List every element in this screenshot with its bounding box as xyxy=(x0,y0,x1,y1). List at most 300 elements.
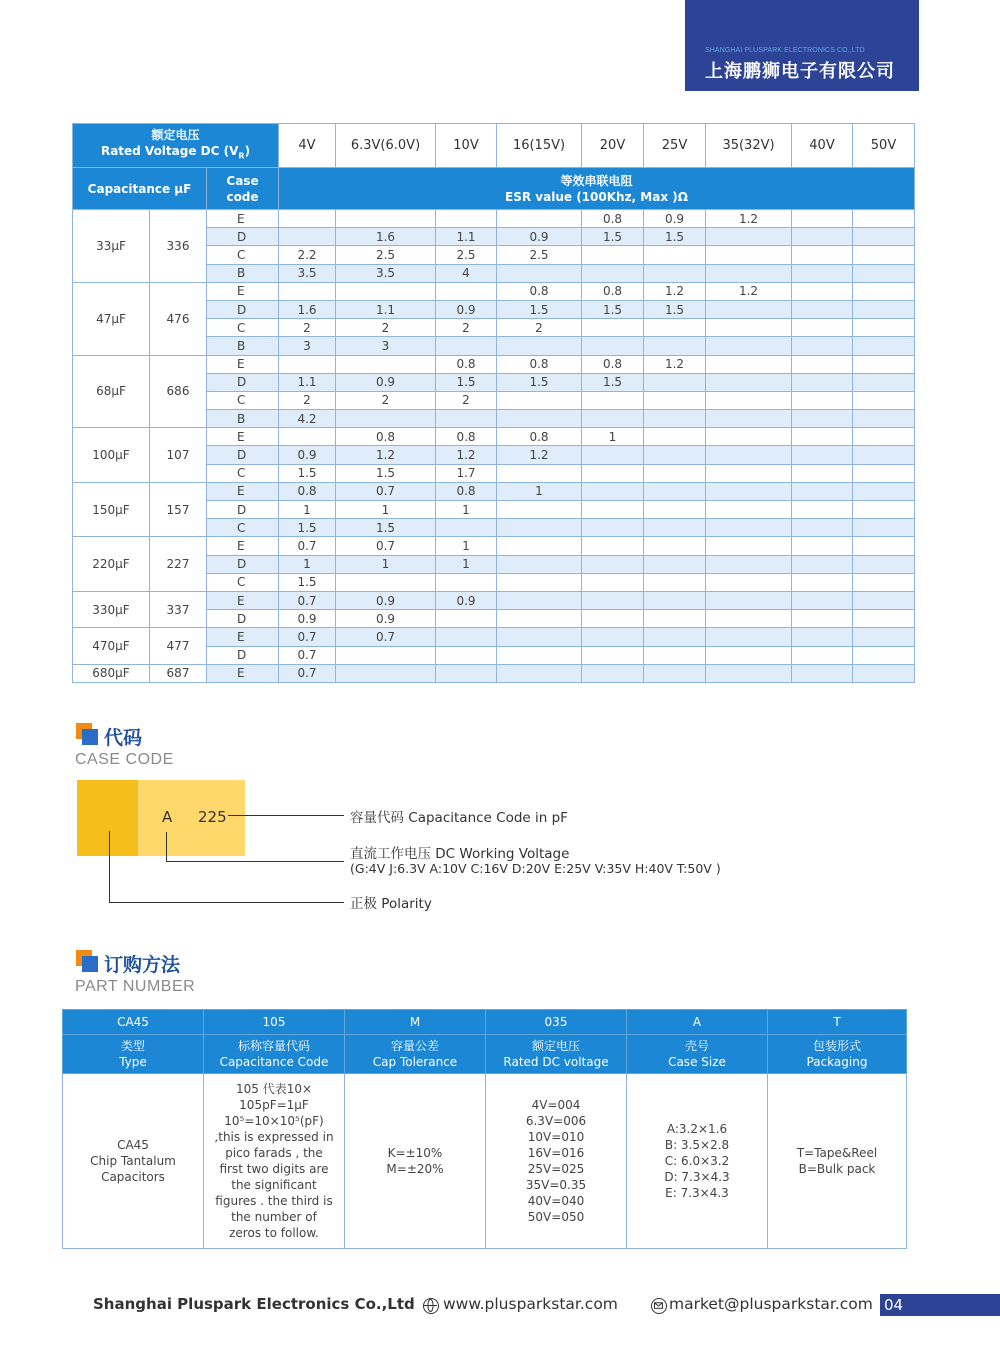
esr-value-cell xyxy=(706,646,792,664)
cell-line: figures . the third is xyxy=(215,1194,333,1208)
esr-value-cell xyxy=(706,464,792,482)
esr-value-cell: 0.8 xyxy=(497,428,582,446)
capacitance-cell: 33μF xyxy=(73,210,150,283)
esr-value-cell xyxy=(644,628,706,646)
esr-value-cell: 0.9 xyxy=(644,210,706,228)
esr-value-cell xyxy=(497,501,582,519)
esr-value-cell xyxy=(792,373,853,391)
esr-value-cell: 2 xyxy=(436,319,497,337)
case-code-title-en: CASE CODE xyxy=(75,751,174,768)
esr-value-cell xyxy=(706,501,792,519)
cell-line: CA45 xyxy=(117,1138,149,1152)
esr-value-cell xyxy=(644,446,706,464)
esr-value-cell: 1 xyxy=(336,501,436,519)
cell-line: B=Bulk pack xyxy=(798,1162,876,1176)
leader-line xyxy=(109,902,344,903)
esr-value-cell xyxy=(582,519,644,537)
esr-value-cell: 1.2 xyxy=(644,355,706,373)
footer-company: Shanghai Pluspark Electronics Co.,Ltd xyxy=(93,1295,415,1313)
esr-value-cell xyxy=(792,300,853,318)
esr-value-cell xyxy=(792,464,853,482)
leader-line xyxy=(166,861,344,862)
voltage-header: 35(32V) xyxy=(706,124,792,168)
voltage-letter: A xyxy=(162,808,173,826)
esr-value-cell: 1.5 xyxy=(279,519,336,537)
esr-value-cell xyxy=(706,446,792,464)
esr-value-cell: 1.5 xyxy=(279,464,336,482)
esr-value-cell xyxy=(279,355,336,373)
page-number: 04 xyxy=(884,1296,904,1314)
esr-value-cell xyxy=(792,410,853,428)
esr-row xyxy=(73,482,915,500)
capacitance-cell: 100μF xyxy=(73,428,150,483)
esr-value-cell: 0.8 xyxy=(582,282,644,300)
esr-value-cell xyxy=(853,482,915,500)
esr-value-cell xyxy=(644,573,706,591)
esr-value-cell: 0.9 xyxy=(497,228,582,246)
code-cell: A xyxy=(627,1010,768,1035)
esr-value-cell xyxy=(853,446,915,464)
esr-value-cell: 0.7 xyxy=(279,628,336,646)
esr-value-cell: 1 xyxy=(436,555,497,573)
cap-code-cell: 477 xyxy=(150,628,207,664)
cap-code-cell: 336 xyxy=(150,210,207,283)
cell-line: pico farads , the xyxy=(225,1146,323,1160)
esr-value-cell xyxy=(706,373,792,391)
esr-value-cell xyxy=(792,628,853,646)
section-square-icon xyxy=(76,950,98,972)
esr-value-cell: 3.5 xyxy=(336,264,436,282)
esr-value-cell xyxy=(706,519,792,537)
case-size-cell xyxy=(627,1074,768,1249)
footer-website-link[interactable]: www.plusparkstar.com xyxy=(443,1295,618,1313)
esr-value-cell xyxy=(853,300,915,318)
esr-value-cell xyxy=(644,501,706,519)
esr-value-cell xyxy=(644,264,706,282)
esr-value-cell xyxy=(792,573,853,591)
esr-value-cell: 0.9 xyxy=(336,373,436,391)
esr-value-cell xyxy=(497,391,582,409)
cell-line: 105 代表10× xyxy=(235,1082,313,1096)
part-number-title-en: PART NUMBER xyxy=(75,978,196,995)
esr-value-cell: 0.9 xyxy=(336,591,436,609)
esr-value-cell: 1.2 xyxy=(706,210,792,228)
capacitance-cell: 330μF xyxy=(73,591,150,627)
code-block xyxy=(138,780,245,856)
packaging-cell xyxy=(768,1074,907,1249)
esr-value-cell xyxy=(497,664,582,682)
voltage-header: 25V xyxy=(644,124,706,168)
esr-value-cell xyxy=(497,464,582,482)
esr-value-cell xyxy=(644,610,706,628)
esr-value-cell: 1.5 xyxy=(336,519,436,537)
cell-line: the significant xyxy=(231,1178,317,1192)
cell-line: the number of xyxy=(231,1210,317,1224)
company-name-cn: 上海鹏狮电子有限公司 xyxy=(705,61,895,82)
esr-value-cell xyxy=(706,555,792,573)
esr-value-cell xyxy=(853,337,915,355)
esr-value-cell xyxy=(644,555,706,573)
esr-value-cell xyxy=(336,210,436,228)
cell-line: 40V=040 xyxy=(527,1194,585,1208)
esr-value-cell: 0.8 xyxy=(436,355,497,373)
esr-value-cell xyxy=(792,591,853,609)
esr-value-cell xyxy=(436,646,497,664)
esr-value-cell xyxy=(706,610,792,628)
esr-value-cell xyxy=(497,555,582,573)
esr-value-cell: 1.2 xyxy=(706,282,792,300)
header-cell: 类型 Type xyxy=(63,1035,204,1074)
capacitance-cell: 470μF xyxy=(73,628,150,664)
esr-value-cell: 1.1 xyxy=(279,373,336,391)
esr-value-cell xyxy=(853,591,915,609)
voltage-header: 6.3V(6.0V) xyxy=(336,124,436,168)
case-cell: E xyxy=(207,591,279,609)
esr-value-cell: 1 xyxy=(336,555,436,573)
esr-value-cell xyxy=(706,428,792,446)
esr-value-cell xyxy=(497,410,582,428)
esr-value-cell xyxy=(644,246,706,264)
case-cell: C xyxy=(207,391,279,409)
leader-line xyxy=(109,831,110,903)
esr-value-cell: 1.5 xyxy=(497,300,582,318)
voltage-label: 直流工作电压 DC Working Voltage xyxy=(350,846,570,862)
esr-value-cell xyxy=(853,391,915,409)
cell-line: 6.3V=006 xyxy=(525,1114,587,1128)
case-cell: B xyxy=(207,410,279,428)
esr-value-cell: 0.7 xyxy=(336,537,436,555)
esr-value-cell xyxy=(644,391,706,409)
voltage-header: 10V xyxy=(436,124,497,168)
rated-voltage-en: Rated Voltage DC $(V_R)$ xyxy=(100,143,251,161)
esr-value-cell xyxy=(582,410,644,428)
cap-code-cell: 476 xyxy=(150,282,207,355)
esr-value-cell xyxy=(792,664,853,682)
esr-value-cell xyxy=(792,537,853,555)
header-cell: 标称容量代码 Capacitance Code xyxy=(204,1035,345,1074)
esr-value-cell xyxy=(792,337,853,355)
esr-row xyxy=(73,628,915,646)
case-cell: E xyxy=(207,482,279,500)
esr-value-cell xyxy=(706,391,792,409)
esr-value-cell: 1.5 xyxy=(582,300,644,318)
esr-value-cell: 1.5 xyxy=(582,373,644,391)
esr-value-cell: 1 xyxy=(279,501,336,519)
cell-line: 4V=004 xyxy=(531,1098,581,1112)
esr-value-cell xyxy=(644,464,706,482)
cell-line: K=±10% xyxy=(387,1146,443,1160)
rated-voltage-header xyxy=(73,124,279,168)
esr-value-cell: 0.9 xyxy=(436,300,497,318)
header-cell: 壳号 Case Size xyxy=(627,1035,768,1074)
esr-value-cell xyxy=(582,591,644,609)
case-cell: E xyxy=(207,210,279,228)
capacitance-number: 225 xyxy=(198,808,227,826)
esr-value-cell xyxy=(706,319,792,337)
cell-line: T=Tape&Reel xyxy=(796,1146,878,1160)
esr-value-cell: 0.8 xyxy=(497,355,582,373)
esr-value-cell: 4 xyxy=(436,264,497,282)
esr-value-cell: 0.8 xyxy=(582,355,644,373)
esr-row xyxy=(73,537,915,555)
esr-value-cell xyxy=(853,464,915,482)
cap-code-cell: 687 xyxy=(150,664,207,682)
esr-value-cell xyxy=(792,555,853,573)
esr-value-cell xyxy=(279,428,336,446)
esr-row xyxy=(73,591,915,609)
esr-value-cell xyxy=(336,282,436,300)
esr-value-cell xyxy=(853,282,915,300)
esr-value-cell xyxy=(336,646,436,664)
esr-table xyxy=(72,123,915,683)
esr-header: 等效串联电阻 ESR value (100Khz, Max )Ω xyxy=(279,168,915,210)
esr-value-cell: 1.5 xyxy=(644,300,706,318)
esr-value-cell: 1.5 xyxy=(279,573,336,591)
case-cell: C xyxy=(207,319,279,337)
case-cell: D xyxy=(207,446,279,464)
footer-email-link[interactable]: market@plusparkstar.com xyxy=(669,1295,873,1313)
esr-value-cell xyxy=(436,282,497,300)
esr-value-cell xyxy=(497,264,582,282)
capacitance-cell: 680μF xyxy=(73,664,150,682)
cell-line: Capacitors xyxy=(101,1170,165,1184)
cap-code-cell: 227 xyxy=(150,537,207,592)
esr-value-cell xyxy=(706,537,792,555)
header-cell: 容量公差 Cap Tolerance xyxy=(345,1035,486,1074)
esr-value-cell xyxy=(497,337,582,355)
esr-value-cell: 2 xyxy=(279,391,336,409)
esr-value-cell xyxy=(853,210,915,228)
esr-value-cell xyxy=(497,210,582,228)
case-cell: D xyxy=(207,610,279,628)
cell-line: 50V=050 xyxy=(527,1210,585,1224)
voltage-header: 40V xyxy=(792,124,853,168)
cell-line: ,this is expressed in xyxy=(214,1130,334,1144)
case-cell: E xyxy=(207,428,279,446)
esr-value-cell: 0.9 xyxy=(436,591,497,609)
esr-value-cell xyxy=(582,264,644,282)
esr-value-cell xyxy=(644,373,706,391)
esr-value-cell xyxy=(706,337,792,355)
esr-value-cell xyxy=(706,628,792,646)
esr-value-cell: 0.9 xyxy=(336,610,436,628)
esr-value-cell xyxy=(792,646,853,664)
case-cell: E xyxy=(207,282,279,300)
case-cell: B xyxy=(207,337,279,355)
esr-value-cell: 4.2 xyxy=(279,410,336,428)
part-number-title-cn: 订购方法 xyxy=(104,954,181,976)
esr-value-cell xyxy=(853,664,915,682)
esr-value-cell xyxy=(336,664,436,682)
esr-value-cell xyxy=(792,210,853,228)
esr-value-cell: 2 xyxy=(436,391,497,409)
esr-value-cell xyxy=(644,537,706,555)
esr-value-cell xyxy=(853,555,915,573)
esr-value-cell xyxy=(792,519,853,537)
leader-line xyxy=(228,815,344,816)
esr-value-cell: 1.5 xyxy=(436,373,497,391)
case-cell: B xyxy=(207,264,279,282)
esr-value-cell xyxy=(497,628,582,646)
cell-line: C: 6.0×3.2 xyxy=(664,1154,730,1168)
cell-line: 105pF=1μF xyxy=(239,1098,309,1112)
esr-value-cell xyxy=(644,410,706,428)
esr-value-cell: 1.1 xyxy=(436,228,497,246)
esr-value-cell: 2.5 xyxy=(436,246,497,264)
esr-value-cell: 1 xyxy=(497,482,582,500)
esr-value-cell xyxy=(853,628,915,646)
esr-value-cell: 1.5 xyxy=(497,373,582,391)
esr-value-cell xyxy=(436,573,497,591)
cell-line: 10V=010 xyxy=(527,1130,585,1144)
esr-value-cell xyxy=(853,246,915,264)
esr-value-cell xyxy=(582,573,644,591)
capacitance-code-cell xyxy=(204,1074,345,1249)
voltage-header: 50V xyxy=(853,124,915,168)
esr-value-cell: 3.5 xyxy=(279,264,336,282)
esr-value-cell xyxy=(792,391,853,409)
capacitance-cell: 220μF xyxy=(73,537,150,592)
esr-value-cell xyxy=(582,646,644,664)
esr-value-cell xyxy=(853,519,915,537)
code-cell: CA45 xyxy=(63,1010,204,1035)
esr-value-cell xyxy=(792,501,853,519)
esr-value-cell xyxy=(436,337,497,355)
esr-value-cell xyxy=(792,428,853,446)
esr-value-cell: 1.1 xyxy=(336,300,436,318)
esr-value-cell xyxy=(582,391,644,409)
case-cell: D xyxy=(207,373,279,391)
esr-value-cell: 2 xyxy=(497,319,582,337)
esr-row xyxy=(73,282,915,300)
esr-value-cell: 1.5 xyxy=(644,228,706,246)
esr-value-cell xyxy=(706,355,792,373)
cap-code-cell: 686 xyxy=(150,355,207,428)
esr-value-cell xyxy=(582,482,644,500)
esr-value-cell xyxy=(792,228,853,246)
type-cell xyxy=(63,1074,204,1249)
esr-value-cell xyxy=(644,664,706,682)
code-cell: M xyxy=(345,1010,486,1035)
esr-value-cell xyxy=(436,210,497,228)
esr-value-cell xyxy=(706,573,792,591)
voltage-header: 20V xyxy=(582,124,644,168)
esr-value-cell: 1.6 xyxy=(336,228,436,246)
esr-row xyxy=(73,210,915,228)
esr-value-cell: 1 xyxy=(436,501,497,519)
cap-code-cell: 157 xyxy=(150,482,207,537)
esr-value-cell xyxy=(644,519,706,537)
case-cell: E xyxy=(207,664,279,682)
case-code-header: Case code xyxy=(207,168,279,210)
cap-code-cell: 337 xyxy=(150,591,207,627)
esr-value-cell xyxy=(792,610,853,628)
part-number-table xyxy=(62,1009,907,1249)
esr-value-cell xyxy=(279,282,336,300)
cell-line: 25V=025 xyxy=(527,1162,585,1176)
esr-value-cell xyxy=(582,537,644,555)
esr-value-cell xyxy=(706,664,792,682)
voltage-detail-label: (G:4V J:6.3V A:10V C:16V D:20V E:25V V:35V H:40V T:50V ) xyxy=(350,861,721,876)
esr-value-cell: 0.8 xyxy=(436,482,497,500)
esr-row xyxy=(73,428,915,446)
capacitance-cell: 47μF xyxy=(73,282,150,355)
esr-value-cell xyxy=(853,319,915,337)
esr-value-cell: 0.8 xyxy=(279,482,336,500)
esr-value-cell: 3 xyxy=(336,337,436,355)
esr-value-cell: 1 xyxy=(436,537,497,555)
esr-value-cell: 1.2 xyxy=(436,446,497,464)
esr-value-cell xyxy=(436,410,497,428)
esr-value-cell xyxy=(706,246,792,264)
case-cell: E xyxy=(207,537,279,555)
esr-value-cell xyxy=(644,337,706,355)
rated-voltage-cn: 额定电压 xyxy=(151,127,200,142)
esr-value-cell: 3 xyxy=(279,337,336,355)
esr-value-cell xyxy=(853,537,915,555)
polarity-block xyxy=(77,780,138,856)
esr-value-cell xyxy=(336,573,436,591)
esr-row xyxy=(73,664,915,682)
esr-value-cell xyxy=(706,482,792,500)
esr-value-cell xyxy=(792,482,853,500)
esr-value-cell xyxy=(497,573,582,591)
esr-value-cell: 1.7 xyxy=(436,464,497,482)
cell-line: 10⁵=10×10⁵(pF) xyxy=(224,1114,324,1128)
esr-value-cell xyxy=(644,646,706,664)
esr-value-cell: 1 xyxy=(279,555,336,573)
case-cell: D xyxy=(207,300,279,318)
cell-line: first two digits are xyxy=(219,1162,329,1176)
header-cell: 额定电压 Rated DC voltage xyxy=(486,1035,627,1074)
esr-value-cell: 0.8 xyxy=(336,428,436,446)
esr-value-cell: 1.2 xyxy=(644,282,706,300)
capacitance-code-label: 容量代码 Capacitance Code in pF xyxy=(350,810,568,826)
esr-value-cell: 1.5 xyxy=(582,228,644,246)
esr-value-cell xyxy=(582,319,644,337)
esr-value-cell xyxy=(497,537,582,555)
esr-value-cell xyxy=(644,591,706,609)
esr-value-cell xyxy=(853,646,915,664)
esr-value-cell xyxy=(792,282,853,300)
esr-value-cell xyxy=(582,555,644,573)
case-cell: D xyxy=(207,646,279,664)
esr-value-cell xyxy=(644,482,706,500)
esr-value-cell xyxy=(792,355,853,373)
tolerance-cell xyxy=(345,1074,486,1249)
capacitance-cell: 68μF xyxy=(73,355,150,428)
cell-line: M=±20% xyxy=(386,1162,444,1176)
esr-value-cell: 0.7 xyxy=(336,628,436,646)
code-cell: T xyxy=(768,1010,907,1035)
esr-value-cell xyxy=(279,210,336,228)
esr-value-cell: 0.7 xyxy=(279,537,336,555)
esr-value-cell: 0.7 xyxy=(279,591,336,609)
esr-value-cell xyxy=(436,610,497,628)
esr-value-cell: 1.5 xyxy=(336,464,436,482)
globe-icon xyxy=(423,1298,439,1314)
esr-value-cell: 0.9 xyxy=(279,446,336,464)
esr-value-cell xyxy=(582,446,644,464)
esr-value-cell xyxy=(497,591,582,609)
esr-value-cell xyxy=(853,573,915,591)
mail-icon xyxy=(651,1298,667,1314)
esr-value-cell: 2 xyxy=(336,391,436,409)
esr-value-cell xyxy=(582,246,644,264)
code-cell: 105 xyxy=(204,1010,345,1035)
esr-value-cell: 1 xyxy=(582,428,644,446)
esr-value-cell xyxy=(706,228,792,246)
